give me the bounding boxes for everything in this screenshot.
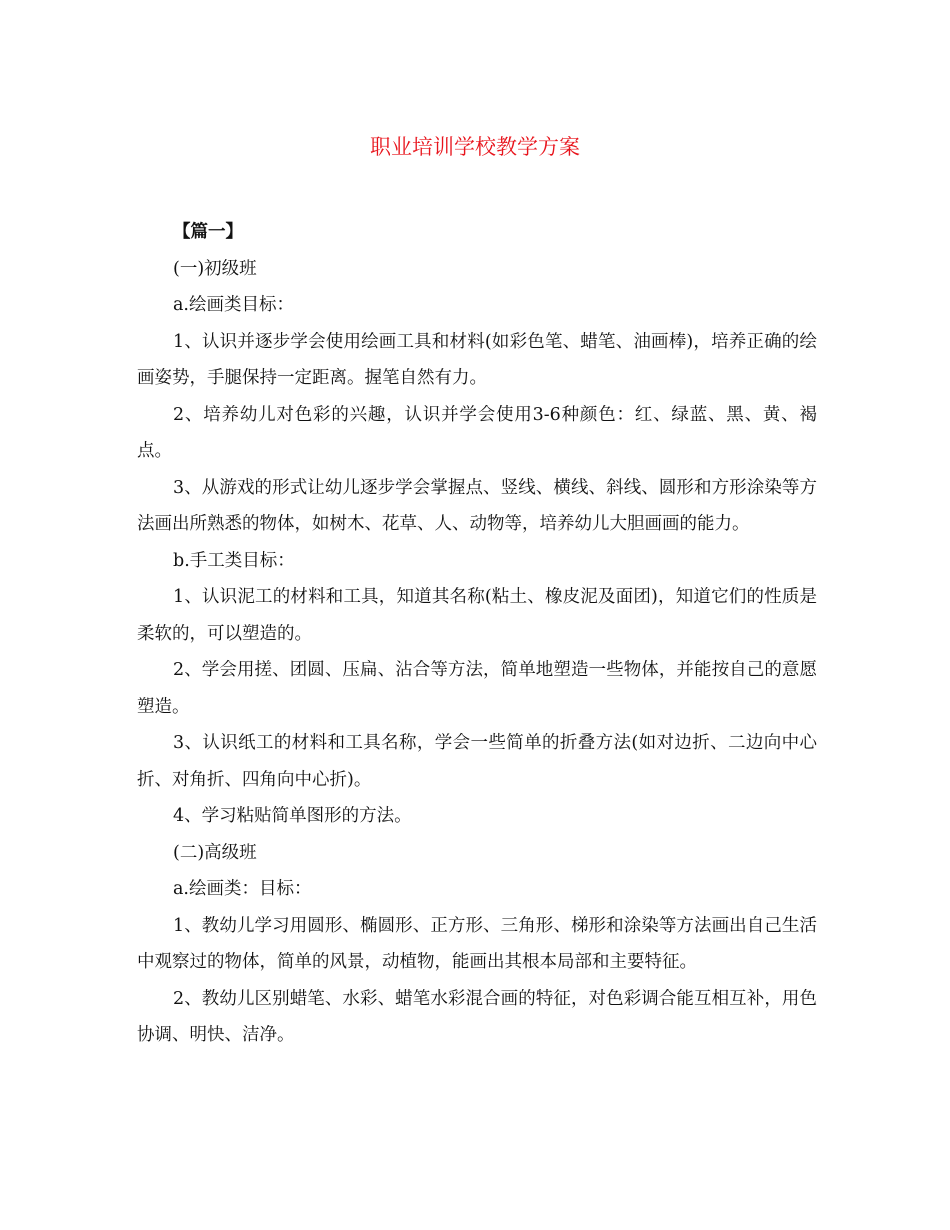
category-heading: b.手工类目标：: [173, 550, 295, 571]
category-heading: a.绘画类目标：: [173, 295, 294, 315]
subsection-heading: (二)高级班: [173, 842, 257, 863]
body-paragraph: 1、教幼儿学习用圆形、椭圆形、正方形、三角形、梯形和涂染等方法画出自己生活中观察过的物体，简单的风景，动植物，能画出其根本局部和主要特征。: [137, 915, 817, 972]
subsection-heading: (一)初级班: [173, 258, 257, 279]
body-paragraph: 2、培养幼儿对色彩的兴趣，认识并学会使用3-6种颜色：红、绿蓝、黑、黄、褐点。: [137, 404, 817, 461]
body-paragraph: 3、认识纸工的材料和工具名称，学会一些简单的折叠方法(如对边折、二边向中心折、对角折、四角向中心折)。: [137, 733, 817, 790]
body-paragraph: 3、从游戏的形式让幼儿逐步学会掌握点、竖线、横线、斜线、圆形和方形涂染等方法画出所熟悉的物体，如树木、花草、人、动物等，培养幼儿大胆画画的能力。: [137, 477, 817, 534]
document-body: [137, 214, 817, 1054]
body-paragraph: 1、认识并逐步学会使用绘画工具和材料(如彩色笔、蜡笔、油画棒)，培养正确的绘画姿势，手腿保持一定距离。握笔自然有力。: [137, 331, 817, 388]
body-paragraph: 2、学会用搓、团圆、压扁、沾合等方法，简单地塑造一些物体，并能按自己的意愿塑造。: [137, 660, 817, 717]
body-paragraph: 2、教幼儿区别蜡笔、水彩、蜡笔水彩混合画的特征，对色彩调合能互相互补，用色协调、明快、洁净。: [137, 988, 817, 1045]
document-title: 职业培训学校教学方案: [370, 135, 580, 159]
body-paragraph: 4、学习粘贴简单图形的方法。: [173, 806, 412, 826]
section-heading: 【篇一】: [173, 222, 243, 242]
body-paragraph: 1、认识泥工的材料和工具，知道其名称(粘土、橡皮泥及面团)，知道它们的性质是柔软的，可以塑造的。: [137, 587, 817, 644]
category-heading: a.绘画类：目标：: [173, 879, 312, 899]
